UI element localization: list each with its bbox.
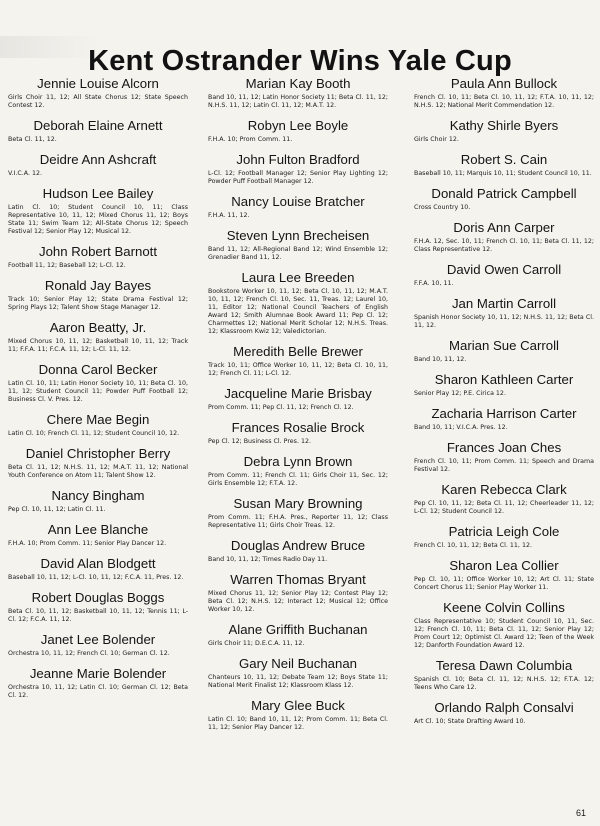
page-number: 61 (575, 808, 586, 818)
student-activities: Track 10; Senior Play 12; State Drama Festival 12; Spring Plays 12; Talent Show Stage Manager 12. (8, 296, 188, 311)
student-entry (8, 488, 188, 514)
student-name: Kathy Shirle Byers (449, 118, 559, 133)
student-name: Ann Lee Blanche (47, 522, 149, 537)
student-activities: Latin Cl. 10; Student Council 10, 11; Class Representative 10, 11, 12; Mixed Chorus 11, 12; Boys State 11; Swim Team 12; All-State Chorus 12; Speech Festival 12; Senior Play 12; Musical 12. (8, 204, 188, 235)
student-activities: Prom Comm. 11; French Cl. 11; Girls Choir 11, Sec. 12; Girls Ensemble 12; F.T.A. 12. (208, 472, 388, 487)
student-activities: Prom Comm. 11; Pep Cl. 11, 12; French Cl. 12. (208, 404, 354, 411)
senior-listing-columns (0, 68, 600, 808)
student-activities: Band 10, 11; V.I.C.A. Pres. 12. (414, 424, 508, 431)
student-name: Ronald Jay Bayes (44, 278, 152, 293)
student-activities: Beta Cl. 11, 12. (8, 136, 57, 143)
student-name: Meredith Belle Brewer (233, 344, 363, 359)
student-entry (414, 118, 594, 144)
student-name: Patricia Leigh Cole (448, 524, 560, 539)
student-entry (8, 118, 188, 144)
student-entry (8, 244, 188, 270)
student-name: Hudson Lee Bailey (42, 186, 154, 201)
student-name: David Alan Blodgett (40, 556, 156, 571)
student-name: Keene Colvin Collins (443, 600, 565, 615)
student-name: Deidre Ann Ashcraft (39, 152, 157, 167)
student-name: Robyn Lee Boyle (247, 118, 349, 133)
student-entry (208, 228, 388, 262)
student-name: Frances Joan Ches (446, 440, 562, 455)
student-entry (8, 666, 188, 700)
student-name: Janet Lee Bolender (40, 632, 156, 647)
student-activities: Girls Choir 11; D.E.C.A. 11, 12. (208, 640, 305, 647)
student-activities: Chanteurs 10, 11, 12; Debate Team 12; Boys State 11; National Merit Finalist 12; Klassroom Klass 12. (208, 674, 388, 689)
student-entry (8, 632, 188, 658)
student-entry (414, 482, 594, 516)
student-name: Doris Ann Carper (453, 220, 555, 235)
student-activities: Orchestra 10, 11, 12; French Cl. 10; German Cl. 12. (8, 650, 170, 657)
student-name: Laura Lee Breeden (241, 270, 355, 285)
student-activities: Spanish Cl. 10; Beta Cl. 11, 12; N.H.S. 12; F.T.A. 12; Teens Who Care 12. (414, 676, 594, 691)
student-name: Nancy Bingham (51, 488, 145, 503)
student-name: Paula Ann Bullock (450, 76, 558, 91)
student-activities: F.H.A. 10; Prom Comm. 11. (208, 136, 293, 143)
student-activities: Girls Choir 11, 12; All State Chorus 12; State Speech Contest 12. (8, 94, 188, 109)
student-activities: Band 10, 11, 12; Times Radio Day 11. (208, 556, 328, 563)
student-entry (414, 152, 594, 178)
student-name: Marian Sue Carroll (449, 338, 559, 353)
student-activities: Beta Cl. 11, 12; N.H.S. 11, 12; M.A.T. 11, 12; National Youth Conference on Atom 11; Talent Show 12. (8, 464, 188, 479)
student-name: Gary Neil Buchanan (238, 656, 358, 671)
student-entry (414, 372, 594, 398)
student-name: Frances Rosalie Brock (231, 420, 365, 435)
student-entry (8, 152, 188, 178)
student-name: Robert S. Cain (460, 152, 548, 167)
student-entry (414, 186, 594, 212)
student-entry (8, 362, 188, 404)
student-entry (8, 446, 188, 480)
student-activities: Class Representative 10; Student Council 10, 11, Sec. 12; French Cl. 10, 11; Beta Cl. 11, 12; Senior Play 12; Prom Court 12; Optimist Cl. Award 12; Teen of the Week 12; Danforth Foundation Award 12. (414, 618, 594, 649)
student-entry (8, 320, 188, 354)
student-entry (208, 656, 388, 690)
student-entry (414, 76, 594, 110)
student-entry (8, 76, 188, 110)
student-name: Chere Mae Begin (46, 412, 150, 427)
student-activities: Band 11, 12; All-Regional Band 12; Wind Ensemble 12; Grenadier Band 11, 12. (208, 246, 388, 261)
student-activities: Band 10, 11, 12. (414, 356, 467, 363)
student-activities: F.H.A. 12, Sec. 10, 11; French Cl. 10, 11; Beta Cl. 11, 12; Class Representative 12. (414, 238, 594, 253)
column-middle (208, 68, 388, 732)
student-activities: Baseball 10, 11; Marquis 10, 11; Student Council 10, 11. (414, 170, 592, 177)
student-name: Debra Lynn Brown (243, 454, 353, 469)
student-entry (208, 572, 388, 614)
column-left (8, 68, 188, 700)
student-name: Douglas Andrew Bruce (230, 538, 366, 553)
student-entry (414, 406, 594, 432)
student-name: Donna Carol Becker (38, 362, 158, 377)
student-name: Jeanne Marie Bolender (29, 666, 167, 681)
student-entry (414, 600, 594, 650)
student-entry (8, 412, 188, 438)
student-activities: Mixed Chorus 10, 11, 12; Basketball 10, 11, 12; Track 11; F.F.A. 11; F.C.A. 11, 12; L-Cl. 11, 12. (8, 338, 188, 353)
student-name: Steven Lynn Brecheisen (226, 228, 370, 243)
student-activities: Orchestra 10, 11, 12; Latin Cl. 10; German Cl. 12; Beta Cl. 12. (8, 684, 188, 699)
student-entry (208, 386, 388, 412)
student-entry (208, 622, 388, 648)
student-entry (208, 420, 388, 446)
student-entry (414, 262, 594, 288)
student-activities: Latin Cl. 10; Band 10, 11, 12; Prom Comm. 11; Beta Cl. 11, 12; Senior Play Dancer 12. (208, 716, 388, 731)
student-name: John Fulton Bradford (236, 152, 360, 167)
student-entry (8, 556, 188, 582)
student-name: Alane Griffith Buchanan (228, 622, 368, 637)
student-entry (414, 558, 594, 592)
student-entry (208, 152, 388, 186)
student-name: John Robert Barnott (38, 244, 158, 259)
student-name: Aaron Beatty, Jr. (49, 320, 147, 335)
student-activities: Spanish Honor Society 10, 11, 12; N.H.S. 11, 12; Beta Cl. 11, 12. (414, 314, 594, 329)
student-entry (8, 186, 188, 236)
student-activities: Art Cl. 10; State Drafting Award 10. (414, 718, 526, 725)
student-entry (414, 338, 594, 364)
student-name: Susan Mary Browning (233, 496, 363, 511)
student-name: Karen Rebecca Clark (441, 482, 567, 497)
student-entry (208, 538, 388, 564)
student-entry (208, 496, 388, 530)
student-entry (208, 118, 388, 144)
student-activities: Prom Comm. 11; F.H.A. Pres., Reporter 11, 12; Class Representative 11; Girls Choir Treas. 12. (208, 514, 388, 529)
student-name: Marian Kay Booth (245, 76, 351, 91)
student-entry (414, 296, 594, 330)
student-entry (208, 76, 388, 110)
student-entry (8, 522, 188, 548)
student-entry (414, 658, 594, 692)
student-activities: Senior Play 12; P.E. Cirica 12. (414, 390, 506, 397)
student-activities: French Cl. 10, 11, 12; Beta Cl. 11, 12. (414, 542, 532, 549)
student-activities: V.I.C.A. 12. (8, 170, 42, 177)
student-name: Sharon Kathleen Carter (434, 372, 574, 387)
student-name: Deborah Elaine Arnett (33, 118, 163, 133)
student-name: Warren Thomas Bryant (230, 572, 366, 587)
student-name: Mary Glee Buck (251, 698, 345, 713)
student-activities: Latin Cl. 10, 11; Latin Honor Society 10, 11; Beta Cl. 10, 11, 12; Student Council 11; Powder Puff Football 12; Business Cl. V. Pres. 12. (8, 380, 188, 403)
student-entry (8, 590, 188, 624)
student-entry (208, 698, 388, 732)
student-entry (208, 454, 388, 488)
student-activities: French Cl. 10, 11; Prom Comm. 11; Speech and Drama Festival 12. (414, 458, 594, 473)
student-activities: Cross Country 10. (414, 204, 471, 211)
student-entry (414, 700, 594, 726)
student-activities: F.H.A. 10; Prom Comm. 11; Senior Play Dancer 12. (8, 540, 167, 547)
student-entry (414, 220, 594, 254)
student-name: Jacqueline Marie Brisbay (224, 386, 372, 401)
student-activities: Girls Choir 12. (414, 136, 459, 143)
student-name: Orlando Ralph Consalvi (434, 700, 574, 715)
student-activities: F.F.A. 10, 11. (414, 280, 454, 287)
student-name: Jan Martin Carroll (451, 296, 557, 311)
student-name: Sharon Lea Collier (449, 558, 559, 573)
student-activities: Bookstore Worker 10, 11, 12; Beta Cl. 10, 11, 12; M.A.T. 10, 11, 12; French Cl. 10, Sec. 11, Treas. 12; Laurel 10, 11, Editor 12; National Council Teachers of English Award 12; Smith Alumnae Book Award 11; Pep Cl. 12; Charmettes 12; National Merit Scholar 12; N.H.S. Treas. 12; Klassroom Kwiz 12; Valedictorian. (208, 288, 388, 335)
student-name: Daniel Christopher Berry (25, 446, 171, 461)
student-activities: F.H.A. 11, 12. (208, 212, 250, 219)
student-activities: L-Cl. 12; Football Manager 12; Senior Play Lighting 12; Powder Puff Football Manager 12. (208, 170, 388, 185)
student-name: David Owen Carroll (446, 262, 562, 277)
student-entry (208, 344, 388, 378)
student-activities: Beta Cl. 10, 11, 12; Basketball 10, 11, 12; Tennis 11; L-Cl. 12; F.C.A. 11, 12. (8, 608, 188, 623)
student-name: Teresa Dawn Columbia (435, 658, 573, 673)
student-entry (208, 270, 388, 336)
student-activities: Baseball 10, 11, 12; L-Cl. 10, 11, 12; F.C.A. 11, Pres. 12. (8, 574, 184, 581)
page-title: Kent Ostrander Wins Yale Cup (88, 45, 512, 78)
column-right (414, 68, 594, 726)
student-activities: French Cl. 10, 11; Beta Cl. 10, 11, 12; F.T.A. 10, 11, 12; N.H.S. 12; National Merit Commendation 12. (414, 94, 594, 109)
student-name: Zacharia Harrison Carter (431, 406, 577, 421)
student-activities: Pep Cl. 10, 11; Office Worker 10, 12; Art Cl. 11; State Concert Chorus 11; Senior Play Worker 11. (414, 576, 594, 591)
student-entry (8, 278, 188, 312)
student-name: Robert Douglas Boggs (31, 590, 165, 605)
student-activities: Track 10, 11; Office Worker 10, 11, 12; Beta Cl. 10, 11, 12; French Cl. 11; L-Cl. 12. (208, 362, 388, 377)
student-activities: Mixed Chorus 11, 12; Senior Play 12; Contest Play 12; Beta Cl. 12; N.H.S. 12; Interact 12; Musical 12; Office Worker 10, 12. (208, 590, 388, 613)
student-entry (414, 440, 594, 474)
student-activities: Pep Cl. 12; Business Cl. Pres. 12. (208, 438, 311, 445)
student-activities: Pep Cl. 10, 11, 12; Beta Cl. 11, 12; Cheerleader 11, 12; L-Cl. 12; Student Council 12. (414, 500, 594, 515)
student-activities: Football 11, 12; Baseball 12; L-Cl. 12. (8, 262, 126, 269)
student-name: Nancy Louise Bratcher (231, 194, 365, 209)
student-name: Donald Patrick Campbell (431, 186, 577, 201)
student-entry (208, 194, 388, 220)
student-entry (414, 524, 594, 550)
student-activities: Latin Cl. 10; French Cl. 11, 12; Student Council 10, 12. (8, 430, 180, 437)
student-name: Jennie Louise Alcorn (37, 76, 159, 91)
student-activities: Pep Cl. 10, 11, 12; Latin Cl. 11. (8, 506, 106, 513)
student-activities: Band 10, 11, 12; Latin Honor Society 11; Beta Cl. 11, 12; N.H.S. 11, 12; Latin Cl. 11, 12; M.A.T. 12. (208, 94, 388, 109)
